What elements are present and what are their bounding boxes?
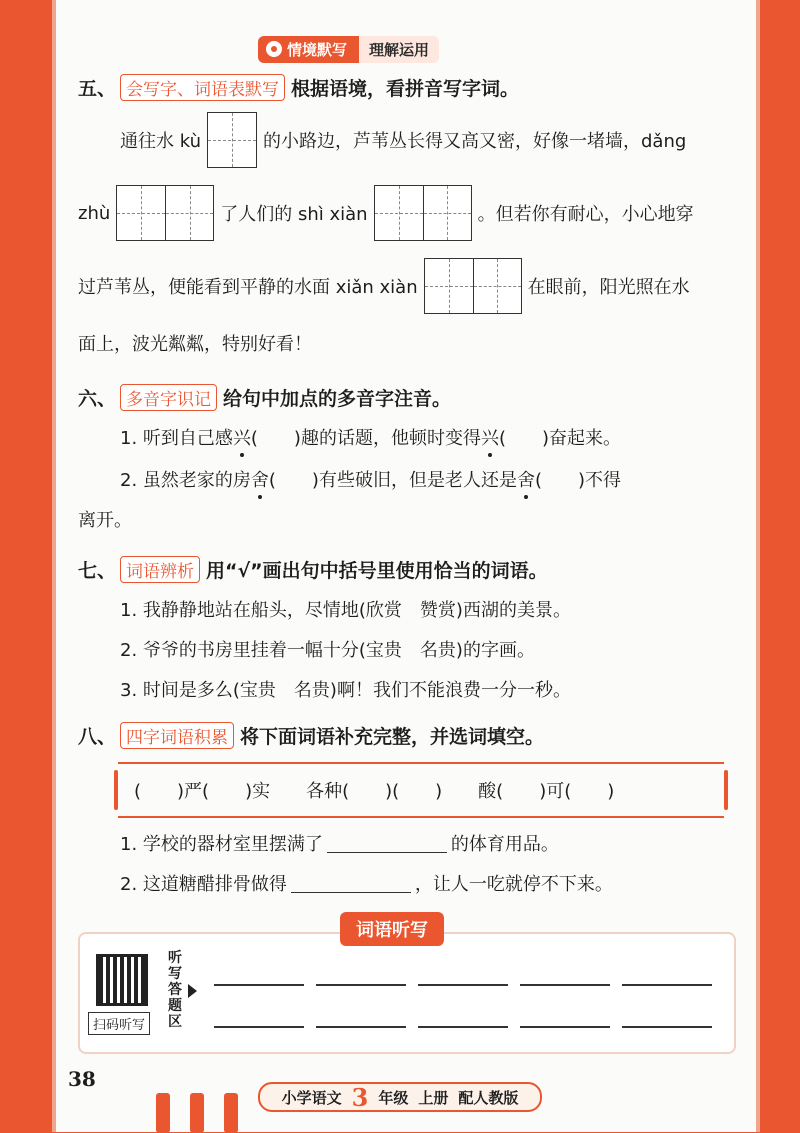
book-footer bbox=[258, 1082, 542, 1112]
sec5-line2 bbox=[78, 185, 694, 241]
sec5-title bbox=[78, 74, 519, 101]
sec5-l4: 面上，波光粼粼，特别好看！ bbox=[78, 334, 312, 355]
answer-line[interactable] bbox=[214, 984, 304, 986]
qr-code-icon[interactable] bbox=[96, 954, 148, 1006]
word-scroll-box bbox=[118, 762, 724, 818]
sec6-num: 六、 bbox=[78, 388, 117, 410]
dotted-char: 兴 bbox=[233, 424, 251, 450]
dotted-char: 舍 bbox=[251, 466, 269, 492]
footer-edition: 配人教版 bbox=[458, 1088, 519, 1107]
binding-ring bbox=[190, 1093, 204, 1133]
answer-line[interactable] bbox=[622, 984, 712, 986]
sec8-q1 bbox=[120, 830, 559, 856]
answer-grid-xianxian[interactable] bbox=[424, 258, 522, 314]
header-sub: 理解运用 bbox=[359, 36, 439, 63]
sec5-title-text: 根据语境，看拼音写字词。 bbox=[291, 78, 520, 100]
sec5-l2c: 。但若你有耐心，小心地穿 bbox=[477, 204, 694, 225]
sec5-l3b: 在眼前，阳光照在水 bbox=[527, 277, 690, 298]
answer-line[interactable] bbox=[622, 1026, 712, 1028]
sec7-q1[interactable] bbox=[120, 596, 571, 622]
sec8-q1b: 的体育用品。 bbox=[450, 834, 559, 855]
page-number: 38 bbox=[68, 1067, 96, 1091]
dotted-char: 兴 bbox=[481, 424, 499, 450]
sec7-q3[interactable] bbox=[120, 676, 571, 702]
arrow-right-icon bbox=[188, 984, 197, 998]
sec7-q3-text: 3. 时间是多么(宝贵 名贵)啊！我们不能浪费一分一秒。 bbox=[120, 680, 571, 701]
sec5-line4 bbox=[78, 330, 312, 356]
sec5-line3 bbox=[78, 258, 690, 314]
sec6-title bbox=[78, 384, 451, 411]
sec5-tag: 会写字、词语表默写 bbox=[120, 74, 285, 101]
footer-grade-num: 3 bbox=[351, 1082, 369, 1112]
answer-blank[interactable] bbox=[327, 834, 447, 853]
sec8-q2b: ，让人一吃就停不下来。 bbox=[414, 874, 613, 895]
sec7-q2[interactable] bbox=[120, 636, 535, 662]
dictation-title: 词语听写 bbox=[340, 912, 444, 946]
sec6-q2c[interactable]: ( )不得 bbox=[534, 470, 621, 491]
word-scroll-text[interactable]: ( )严( )实 各种( )( ) 酸( )可( ) bbox=[134, 781, 615, 802]
dictation-panel bbox=[78, 932, 736, 1054]
answer-line[interactable] bbox=[520, 1026, 610, 1028]
sec8-q2a: 2. 这道糖醋排骨做得 bbox=[120, 874, 287, 895]
sec8-q2 bbox=[120, 870, 613, 896]
binding-ring bbox=[224, 1093, 238, 1133]
header-tag bbox=[258, 36, 359, 63]
header-tag-text: 情境默写 bbox=[287, 40, 348, 59]
answer-grid-dangzhu[interactable] bbox=[116, 185, 214, 241]
qr-label: 扫码听写 bbox=[88, 1012, 150, 1035]
badge-icon bbox=[266, 41, 282, 57]
sec5-l3a: 过芦苇丛，便能看到平静的水面 xiǎn xiàn bbox=[78, 277, 418, 298]
sec6-q2b[interactable]: ( )有些破旧，但是老人还是 bbox=[268, 470, 517, 491]
answer-grid-shixian[interactable] bbox=[374, 185, 472, 241]
sec6-q1a: 1. 听到自己感 bbox=[120, 428, 233, 449]
sec8-q1a: 1. 学校的器材室里摆满了 bbox=[120, 834, 323, 855]
sec6-q1c[interactable]: ( )奋起来。 bbox=[498, 428, 621, 449]
sec6-tag: 多音字识记 bbox=[120, 384, 217, 411]
answer-line[interactable] bbox=[316, 984, 406, 986]
binding-ring bbox=[156, 1093, 170, 1133]
sec6-q2a: 2. 虽然老家的房 bbox=[120, 470, 251, 491]
answer-line[interactable] bbox=[418, 1026, 508, 1028]
answer-line[interactable] bbox=[520, 984, 610, 986]
sec6-q2-cont bbox=[78, 506, 132, 532]
sec5-l1b: 的小路边，芦苇丛长得又高又密，好像一堵墙，dǎng bbox=[263, 131, 687, 152]
sec8-num: 八、 bbox=[78, 726, 117, 748]
footer-subject: 小学语文 bbox=[281, 1088, 342, 1107]
sec6-q2 bbox=[120, 466, 621, 492]
sec5-line1 bbox=[120, 112, 686, 168]
dictation-side-label: 听写答题区 bbox=[168, 950, 182, 1030]
sec7-num: 七、 bbox=[78, 560, 117, 582]
sec5-l1a: 通往水 kù bbox=[120, 131, 201, 152]
sec6-q1 bbox=[120, 424, 621, 450]
footer-grade: 年级 bbox=[378, 1088, 409, 1107]
sec7-tag: 词语辨析 bbox=[120, 556, 200, 583]
sec8-tag: 四字词语积累 bbox=[120, 722, 234, 749]
sec8-title bbox=[78, 722, 544, 749]
sec7-q1-text: 1. 我静静地站在船头，尽情地(欣赏 赞赏)西湖的美景。 bbox=[120, 600, 571, 621]
sec6-title-text: 给句中加点的多音字注音。 bbox=[223, 388, 452, 410]
answer-line[interactable] bbox=[316, 1026, 406, 1028]
sec6-q1b[interactable]: ( )趣的话题，他顿时变得 bbox=[250, 428, 481, 449]
answer-line[interactable] bbox=[418, 984, 508, 986]
answer-grid-kuku[interactable] bbox=[207, 112, 257, 168]
section-header bbox=[258, 35, 439, 63]
sec7-q2-text: 2. 爷爷的书房里挂着一幅十分(宝贵 名贵)的字画。 bbox=[120, 640, 535, 661]
sec7-title bbox=[78, 556, 548, 583]
sec5-num: 五、 bbox=[78, 78, 117, 100]
footer-term: 上册 bbox=[418, 1088, 449, 1107]
sec8-title-text: 将下面词语补充完整，并选词填空。 bbox=[240, 726, 545, 748]
answer-line[interactable] bbox=[214, 1026, 304, 1028]
sec6-q2d: 离开。 bbox=[78, 510, 132, 531]
sec7-title-text: 用“√”画出句中括号里使用恰当的词语。 bbox=[206, 560, 548, 582]
sec5-l2a: zhù bbox=[78, 202, 111, 224]
dotted-char: 舍 bbox=[517, 466, 535, 492]
answer-blank[interactable] bbox=[291, 874, 411, 893]
sec5-l2b: 了人们的 shì xiàn bbox=[220, 204, 368, 225]
